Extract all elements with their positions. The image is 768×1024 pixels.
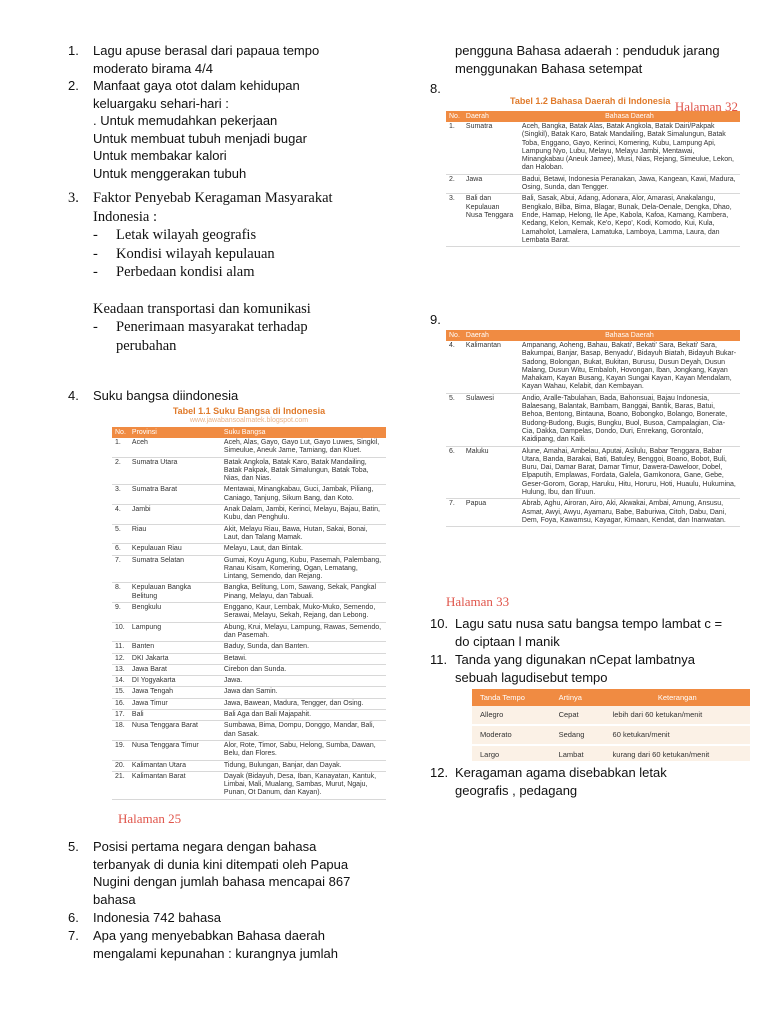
table-cell: Melayu, Laut, dan Bintak. (221, 544, 386, 555)
table-cell: 18. (112, 721, 129, 741)
table-cell: 3. (446, 194, 463, 247)
table-cell: Batak Angkola, Batak Karo, Batak Mandailing, Batak Pakpak, Batak Simalungun, Batak Toba, Nias, dan Nias. (221, 457, 386, 485)
table-row (112, 457, 386, 485)
table-cell: Bali (129, 710, 221, 721)
page-label: Halaman 32 (674, 99, 738, 114)
table-cell: 9. (112, 603, 129, 623)
table-row (446, 122, 740, 174)
table-cell: Sumbawa, Bima, Dompu, Donggo, Mandar, Bali, dan Sasak. (221, 721, 386, 741)
table-cell: Moderato (472, 725, 551, 745)
page-label: Halaman 25 (118, 811, 182, 826)
table-cell: Dayak (Bidayuh, Desa, Iban, Kanayatan, Kantuk, Limbai, Mali, Mualang, Sambas, Murut, Ngaju, Punan, Ot Danum, dan Kayan). (221, 771, 386, 799)
table-cell: Abung, Krui, Melayu, Lampung, Rawas, Semendo, dan Pasemah. (221, 622, 386, 642)
table-cell: Alor, Rote, Timor, Sabu, Helong, Sumba, Dawan, Belu, dan Flores. (221, 740, 386, 760)
table-row (112, 710, 386, 721)
item-text: pengguna Bahasa adaerah : penduduk jarang (455, 43, 720, 58)
bahasa-daerah-table-image-1 (446, 96, 740, 300)
table-cell: Cirebon dan Sunda. (221, 664, 386, 675)
table-cell: Largo (472, 745, 551, 761)
bullet-text: Perbedaan kondisi alam (116, 264, 255, 280)
table-cell: Enggano, Kaur, Lembak, Muko-Muko, Semendo, Serawai, Melayu, Sekah, Rejang, dan Lebong. (221, 603, 386, 623)
item-number: 3. (68, 190, 79, 206)
table-cell: 16. (112, 698, 129, 709)
table-cell: 60 ketukan/menit (605, 725, 750, 745)
bullet-text: Penerimaan masyarakat terhadap (116, 319, 308, 335)
item-text: keluargaku sehari-hari : (93, 95, 229, 111)
question-1 (68, 42, 398, 77)
question-10 (430, 615, 750, 650)
table-watermark: www.jawabansoalmatek.blogspot.com (189, 417, 309, 424)
tempo-table (472, 689, 750, 761)
item-text: . Untuk memudahkan pekerjaan (93, 113, 278, 128)
table-cell: Nusa Tenggara Barat (129, 721, 221, 741)
table-cell: Lambat (551, 745, 605, 761)
table-row (446, 393, 740, 446)
table-cell: Bali, Sasak, Abui, Adang, Adonara, Alor, Amarasi, Anakalangu, Bengkalo, Bilba, Bima, Blagar, Bunak, Dela-Oenale, Dengka, Dhao, Ende, Hamap, Helong, Ile Ape, Kabola, Kafoa, Kamang, Kambera, Kedang, Kelon, Kemak, Ke'o, Kepo', Kodi, Komodo, Kui, Kula, Lamaholot, Lamalera, Lamatuka, Lamboya, Lamma, Laura, dan Lembata Barat. (519, 194, 740, 247)
item-number: 6. (68, 910, 79, 925)
item-number: 12. (430, 765, 449, 780)
table-cell: 20. (112, 760, 129, 771)
table-row (446, 446, 740, 499)
bullet-item: - Letak wilayah geografis (93, 227, 257, 243)
item-number: 5. (68, 839, 79, 854)
table-cell: 6. (112, 544, 129, 555)
table-cell: Anak Dalam, Jambi, Kerinci, Melayu, Bajau, Batin, Kubu, dan Penghulu. (221, 505, 386, 525)
bullet-item: - Penerimaan masyarakat terhadap (93, 319, 308, 335)
table-cell: 4. (446, 341, 463, 393)
table-cell: Baduy, Sunda, dan Banten. (221, 642, 386, 653)
table-cell: Kalimantan (463, 341, 519, 393)
table-cell: 19. (112, 740, 129, 760)
bullet-text: perubahan (116, 337, 177, 354)
item-text: menggunakan Bahasa setempat (455, 60, 643, 76)
page-label: Halaman 33 (446, 594, 510, 609)
bullet-item-cont (93, 337, 398, 356)
table-cell: Aceh, Bangka, Batak Alas, Batak Angkola, Batak Dairi/Pakpak (Singkil), Batak Karo, Batak Mandailing, Batak Simalungun, Batak Toba, Enggano, Gayo, Kerinci, Komering, Kubu, Lampung Api, Lampung Nyo, Lubu, Melayu, Melayu Jambi, Mentawai, Minangkabau (Aneuk Jamee), Musi, Nias, Rejang, Simeulue, Lekon, dan Haloban. (519, 122, 740, 174)
item-text: Keragaman agama disebabkan letak (455, 765, 667, 780)
column-header: Tanda Tempo (472, 689, 551, 706)
table-row (472, 725, 750, 745)
table-cell: Kepulauan Bangka Belitung (129, 583, 221, 603)
question-5 (68, 838, 398, 908)
item-text: Suku bangsa diindonesia (93, 388, 239, 403)
table-cell: Jawa Tengah (129, 687, 221, 698)
table-cell: Kalimantan Barat (129, 771, 221, 799)
table-row (112, 544, 386, 555)
column-header: Provinsi (129, 427, 221, 438)
table-row (112, 603, 386, 623)
table-cell: Sumatra Utara (129, 457, 221, 485)
table-cell: Jambi (129, 505, 221, 525)
table-row (112, 555, 386, 583)
bahasa-daerah-table-2 (446, 330, 740, 527)
table-cell: kurang dari 60 ketukan/menit (605, 745, 750, 761)
table-cell: Papua (463, 499, 519, 527)
column-header: Artinya (551, 689, 605, 706)
item-text: sebuah lagudisebut tempo (455, 669, 608, 685)
bahasa-daerah-table-1 (446, 111, 740, 247)
table-cell: Nusa Tenggara Timur (129, 740, 221, 760)
question-7 (68, 927, 338, 962)
table-cell: 7. (112, 555, 129, 583)
column-header: Daerah (463, 330, 519, 341)
question-11 (430, 651, 695, 686)
bahasa-daerah-table-image-2 (446, 330, 740, 612)
table-row (112, 505, 386, 525)
table-cell: Banten (129, 642, 221, 653)
table-cell: Sumatra Barat (129, 485, 221, 505)
item-number: 2. (68, 78, 79, 93)
tempo-table-image (472, 689, 750, 761)
item-number: 9. (430, 312, 441, 327)
table-cell: Maluku (463, 446, 519, 499)
table-cell: Abrab, Aghu, Airoran, Airo, Aki, Akwakai, Ambai, Amung, Ansusu, Asmat, Awyi, Awyu, Ayamaru, Babe, Baburiwa, Citoh, Dabu, Dani, Dem, Foya, Kawamsu, Kayagar, Kimaan, Kendat, dan Inanwatan. (519, 499, 740, 527)
question-3 (68, 189, 398, 355)
bullet-text: Letak wilayah geografis (116, 227, 257, 243)
table-cell: 5. (112, 524, 129, 544)
table-cell: Badui, Betawi, Indonesia Peranakan, Jawa, Kangean, Kawi, Madura, Osing, Sunda, dan Tengger. (519, 174, 740, 194)
item-text: do ciptaan l manik (455, 633, 560, 649)
table-cell: Kalimantan Utara (129, 760, 221, 771)
question-4 (68, 387, 238, 405)
item-text: Untuk membakar kalori (93, 148, 227, 163)
table-cell: Riau (129, 524, 221, 544)
item-number: 1. (68, 43, 79, 58)
item-text: Manfaat gaya otot dalam kehidupan (93, 78, 300, 93)
table-row (112, 698, 386, 709)
table-row (446, 341, 740, 393)
table-cell: 21. (112, 771, 129, 799)
table-row (112, 721, 386, 741)
item-number: 8. (430, 81, 441, 96)
table-cell: 4. (112, 505, 129, 525)
column-header: No. (112, 427, 129, 438)
table-cell: Aceh, Alas, Gayo, Gayo Lut, Gayo Luwes, Singkil, Simeulue, Aneuk Jame, Tamiang, dan Kluet. (221, 438, 386, 457)
item-number: 7. (68, 928, 79, 943)
table-row (472, 706, 750, 725)
left-column (68, 42, 398, 355)
table-row (112, 622, 386, 642)
table-cell: 2. (446, 174, 463, 194)
table-row (112, 760, 386, 771)
item-text: moderato birama 4/4 (93, 60, 213, 76)
table-cell: DI Yogyakarta (129, 676, 221, 687)
table-cell: 1. (112, 438, 129, 457)
item-text: geografis , pedagang (455, 782, 578, 798)
table-cell: Sedang (551, 725, 605, 745)
table-cell: Kepulauan Riau (129, 544, 221, 555)
table-caption: Tabel 1.2 Bahasa Daerah di Indonesia (510, 96, 671, 106)
bullet-item: - Perbedaan kondisi alam (93, 264, 255, 280)
table-cell: Betawi. (221, 653, 386, 664)
question-7-continued (455, 42, 720, 77)
table-row (112, 687, 386, 698)
table-cell: Jawa dan Samin. (221, 687, 386, 698)
column-header: Keterangan (605, 689, 750, 706)
item-text: Lagu satu nusa satu bangsa tempo lambat c = (455, 616, 723, 631)
table-cell: Aceh (129, 438, 221, 457)
table-cell: Sumatra (463, 122, 519, 174)
table-cell: Bali Aga dan Bali Majapahit. (221, 710, 386, 721)
item-text: Nugini dengan jumlah bahasa mencapai 867 (93, 874, 351, 889)
table-cell: Bengkulu (129, 603, 221, 623)
table-row (112, 771, 386, 799)
table-cell: Andio, Aralle-Tabulahan, Bada, Bahonsuai, Bajau Indonesia, Balaesang, Balantak, Bambam, Banggai, Bantik, Baras, Batui, Behoa, Bentong, Bintauna, Boano, Bobongko, Bolango, Bonerate, Budong-Budong, Bugis, Bungku, Buol, Busoa, Campalagian, Cia-Cia, Dakka, Dampelas, Dondo, Duri, Enrekang, Gorontalo, Kaidipang, dan Kaili. (519, 393, 740, 446)
table-cell: Akit, Melayu Riau, Bawa, Hutan, Sakai, Bonai, Laut, dan Talang Mamak. (221, 524, 386, 544)
table-cell: Bali dan Kepulauan Nusa Tenggara (463, 194, 519, 247)
table-cell: Jawa, Bawean, Madura, Tengger, dan Osing. (221, 698, 386, 709)
table-caption: Tabel 1.1 Suku Bangsa di Indonesia (172, 406, 326, 416)
table-cell: 10. (112, 622, 129, 642)
table-row (112, 485, 386, 505)
table-row (446, 499, 740, 527)
column-header: Daerah (463, 111, 519, 122)
table-cell: 1. (446, 122, 463, 174)
table-row (446, 174, 740, 194)
table-cell: 6. (446, 446, 463, 499)
item-text: Keadaan transportasi dan komunikasi (93, 300, 311, 317)
column-header: No. (446, 330, 463, 341)
table-cell: 15. (112, 687, 129, 698)
table-cell: 14. (112, 676, 129, 687)
table-cell: Jawa Barat (129, 664, 221, 675)
item-text: Posisi pertama negara dengan bahasa (93, 839, 317, 854)
table-row (472, 745, 750, 761)
question-12 (430, 764, 667, 799)
table-cell: Jawa. (221, 676, 386, 687)
table-row (112, 664, 386, 675)
table-cell: 17. (112, 710, 129, 721)
table-cell: Allegro (472, 706, 551, 725)
bullet-text: Kondisi wilayah kepulauan (116, 245, 275, 262)
table-cell: 11. (112, 642, 129, 653)
item-text: bahasa (93, 891, 136, 907)
suku-bangsa-table (112, 427, 386, 800)
table-cell: 3. (112, 485, 129, 505)
table-cell: Jawa (463, 174, 519, 194)
table-row (112, 653, 386, 664)
table-cell: Gumai, Koyu Agung, Kubu, Pasemah, Palembang, Ranau Kisam, Komering, Ogan, Lematang, Lintang, Semendo, dan Rejang. (221, 555, 386, 583)
table-cell: Ampanang, Aoheng, Bahau, Bakati', Bekati' Sara, Bekati' Sara, Bakumpai, Banjar, Basap, Benyadu', Bidayuh Biatah, Bidayuh Bukar-Sadong, Bolongan, Bukat, Bukitan, Burusu, Dusun Deyah, Dusun Malang, Dusun Witu, Embaloh, Hovongan, Iban, Jongkang, Kayan Mahakam, Kayan Busang, Kayan Sungai Kayan, Kayan Mendalam, Kayan Wahau, Kelabit, dan Kembayan. (519, 341, 740, 393)
item-text: Indonesia 742 bahasa (93, 910, 221, 925)
table-cell: 7. (446, 499, 463, 527)
item-text: Faktor Penyebab Keragaman Masyarakat (93, 190, 333, 206)
item-text: Lagu apuse berasal dari papaua tempo (93, 43, 320, 58)
table-cell: Lampung (129, 622, 221, 642)
table-cell: DKI Jakarta (129, 653, 221, 664)
table-row (446, 194, 740, 247)
item-text: Untuk menggerakan tubuh (93, 165, 247, 181)
table-cell: Sulawesi (463, 393, 519, 446)
item-number: 11. (430, 652, 448, 667)
table-cell: Sumatra Selatan (129, 555, 221, 583)
table-cell: 13. (112, 664, 129, 675)
suku-bangsa-table-image (112, 406, 386, 831)
table-cell: 5. (446, 393, 463, 446)
table-cell: lebih dari 60 ketukan/menit (605, 706, 750, 725)
item-text: Untuk membuat tubuh menjadi bugar (93, 130, 307, 146)
table-cell: Bangka, Belitung, Lom, Sawang, Sekak, Pangkal Pinang, Melayu, dan Tabuali. (221, 583, 386, 603)
column-header: No. (446, 111, 463, 122)
table-cell: Jawa Timur (129, 698, 221, 709)
table-cell: 8. (112, 583, 129, 603)
table-row (112, 524, 386, 544)
item-number: 10. (430, 616, 449, 631)
column-header: Suku Bangsa (221, 427, 386, 438)
item-text: Apa yang menyebabkan Bahasa daerah (93, 928, 326, 943)
item-text: Tanda yang digunakan nCepat lambatnya (455, 652, 695, 667)
item-number: 4. (68, 388, 79, 403)
column-header: Bahasa Daerah (519, 111, 740, 122)
bullet-item: - Kondisi wilayah kepulauan (93, 245, 275, 262)
item-text: Indonesia : (93, 208, 158, 225)
table-cell: Tidung, Bulungan, Banjar, dan Dayak. (221, 760, 386, 771)
question-6 (68, 909, 221, 927)
table-row (112, 583, 386, 603)
table-cell: 12. (112, 653, 129, 664)
column-header: Bahasa Daerah (519, 330, 740, 341)
item-text: mengalami kepunahan : kurangnya jumlah (93, 945, 338, 961)
table-row (112, 740, 386, 760)
table-cell: Mentawai, Minangkabau, Guci, Jambak, Piliang, Caniago, Tanjung, Sikum Bang, dan Koto. (221, 485, 386, 505)
table-row (112, 642, 386, 653)
item-text: terbanyak di dunia kini ditempati oleh Papua (93, 856, 349, 872)
question-2 (68, 77, 398, 182)
table-cell: 2. (112, 457, 129, 485)
table-cell: Alune, Amahai, Ambelau, Aputai, Asilulu, Babar Tenggara, Babar Utara, Banda, Barakai, Bati, Batuley, Benggoi, Boano, Bobot, Buli, Buru, Dai, Damar Barat, Damar Timur, Dawera-Daweloor, Dobel, Elpaputih, Emplawas, Fordata, Galela, Gamkonora, Gane, Gebe, Geser-Gorom, Gorap, Haruku, Hitu, Horuru, Hoti, Huaulu, Hukumina, Hulung, Ibu, dan Ili'uun. (519, 446, 740, 499)
table-cell: Cepat (551, 706, 605, 725)
table-row (112, 438, 386, 457)
table-row (112, 676, 386, 687)
